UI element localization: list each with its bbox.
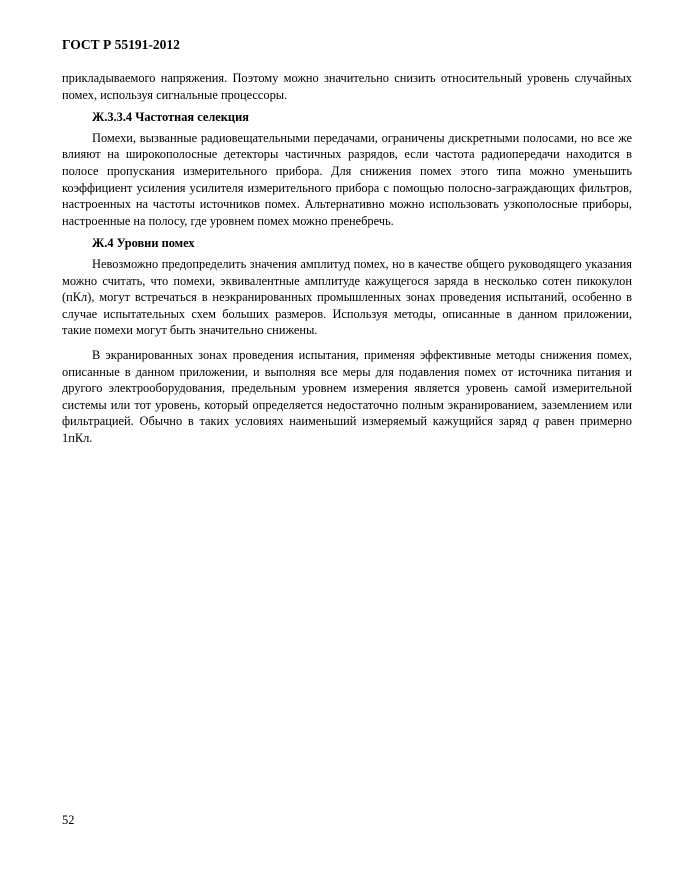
charge-symbol: q (532, 414, 540, 429)
section-heading-noise-levels: Ж.4 Уровни помех (92, 236, 195, 251)
paragraph-text-part: равен примерно 1пКл. (62, 414, 633, 445)
paragraph-frequency-selection: Помехи, вызванные радиовещательными передачами, ограничены дискретными полосами, но все же влияют на широкополосные детекторы частичных разрядов, если частота радиопередачи находится в полосе пропускания измерительного прибора. Для снижения помех этого типа можно уменьшить коэффициент усиления усилителя измерительного прибора с помощью полосно-заграждающих фильтров, настроенных на частоты источников помех. Альтернативно можно использовать узкополосные приборы, настроенные на полосу, где уровнем помех можно пренебречь. (62, 130, 632, 228)
paragraph-text-part: В экранированных зонах проведения испытания, применяя эффективные методы снижения помех, описанные в данном приложении, и выполняя все меры для подавления помех от источника питания и другого электрооборудования, предельным уровнем измерения является уровень самой измерительной системы или тот уровень, который определяется недостаточно полным экранированием, заземлением или фильтрацией. Обычно в таких условиях наименьший измеряемый кажущийся заряд (62, 347, 632, 429)
paragraph-shielded-zones (62, 347, 632, 447)
page-content (62, 70, 632, 446)
document-header: ГОСТ Р 55191-2012 (62, 37, 180, 52)
section-heading-frequency-selection: Ж.3.3.4 Частотная селекция (92, 110, 249, 125)
paragraph-continuation: прикладываемого напряжения. Поэтому можно значительно снизить относительный уровень случайных помех, используя сигнальные процессоры. (62, 71, 632, 102)
paragraph-noise-levels: Невозможно предопределить значения амплитуд помех, но в качестве общего руководящего указания можно считать, что помехи, эквивалентные амплитуде кажущегося заряда в несколько сотен пикокулон (пКл), могут встречаться в неэкранированных промышленных зонах проведения испытаний, особенно в случае испытательных схем больших размеров. Используя методы, описанные в данном приложении, такие помехи могут быть значительно снижены. (62, 256, 632, 338)
page-number: 52 (62, 813, 75, 827)
